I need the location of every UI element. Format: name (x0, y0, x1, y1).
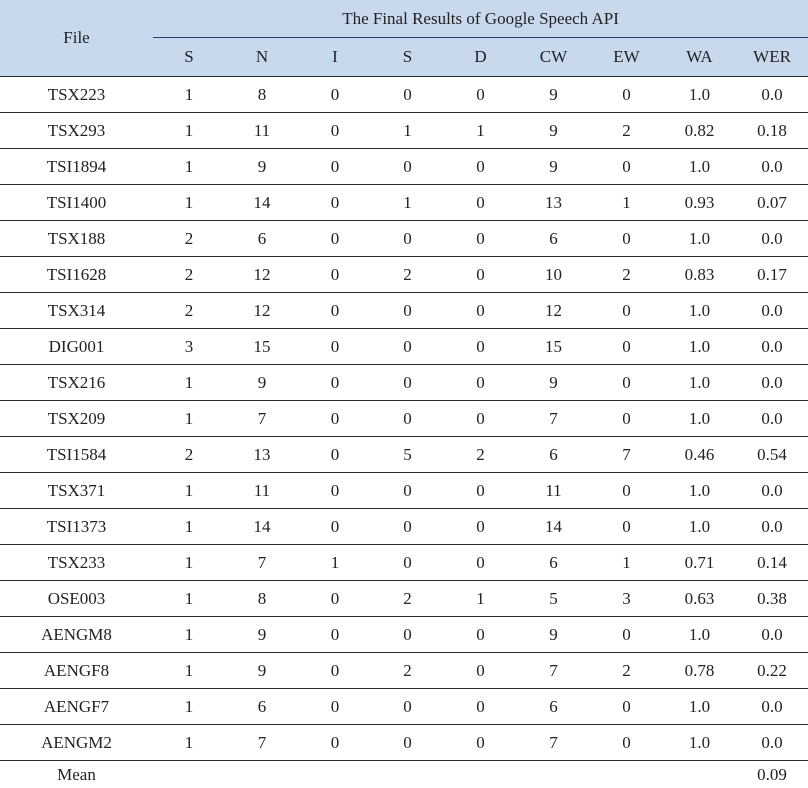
cell-wer: 0.0 (736, 329, 808, 365)
table-row (0, 329, 808, 365)
cell-file: AENGM2 (0, 725, 153, 761)
cell-ew: 7 (590, 437, 663, 473)
cell-i: 0 (299, 437, 371, 473)
column-header-wer: WER (736, 38, 808, 77)
mean-wer-value: 0.09 (736, 761, 808, 788)
empty-cell (663, 761, 736, 788)
table-row (0, 437, 808, 473)
empty-cell (225, 761, 299, 788)
cell-cw: 9 (517, 617, 590, 653)
cell-cw: 7 (517, 653, 590, 689)
cell-cw: 9 (517, 113, 590, 149)
cell-s2: 0 (371, 401, 444, 437)
cell-s2: 0 (371, 725, 444, 761)
cell-s: 2 (153, 293, 225, 329)
cell-wa: 1.0 (663, 221, 736, 257)
cell-ew: 0 (590, 509, 663, 545)
cell-ew: 0 (590, 473, 663, 509)
table-row (0, 653, 808, 689)
cell-d: 0 (444, 725, 517, 761)
cell-n: 7 (225, 401, 299, 437)
cell-cw: 6 (517, 689, 590, 725)
empty-cell (299, 761, 371, 788)
cell-i: 0 (299, 509, 371, 545)
cell-s: 1 (153, 365, 225, 401)
cell-file: AENGF8 (0, 653, 153, 689)
cell-cw: 7 (517, 725, 590, 761)
table-footer (0, 761, 808, 788)
cell-d: 0 (444, 221, 517, 257)
cell-file: TSX188 (0, 221, 153, 257)
cell-wer: 0.0 (736, 221, 808, 257)
cell-ew: 2 (590, 653, 663, 689)
column-header-ew: EW (590, 38, 663, 77)
cell-n: 6 (225, 221, 299, 257)
cell-cw: 9 (517, 365, 590, 401)
cell-wa: 1.0 (663, 473, 736, 509)
cell-d: 0 (444, 185, 517, 221)
cell-wer: 0.0 (736, 365, 808, 401)
cell-s2: 0 (371, 221, 444, 257)
cell-wa: 1.0 (663, 149, 736, 185)
column-header-s2: S (371, 38, 444, 77)
cell-s2: 2 (371, 257, 444, 293)
empty-cell (444, 761, 517, 788)
cell-wa: 1.0 (663, 725, 736, 761)
cell-s: 1 (153, 113, 225, 149)
cell-n: 8 (225, 77, 299, 113)
cell-wer: 0.54 (736, 437, 808, 473)
cell-cw: 6 (517, 437, 590, 473)
cell-s2: 0 (371, 329, 444, 365)
cell-n: 7 (225, 545, 299, 581)
cell-i: 0 (299, 77, 371, 113)
cell-n: 11 (225, 473, 299, 509)
cell-wa: 0.63 (663, 581, 736, 617)
cell-i: 0 (299, 257, 371, 293)
cell-ew: 1 (590, 545, 663, 581)
group-header: The Final Results of Google Speech API (153, 0, 808, 38)
cell-file: OSE003 (0, 581, 153, 617)
cell-cw: 13 (517, 185, 590, 221)
cell-wa: 1.0 (663, 293, 736, 329)
cell-i: 0 (299, 221, 371, 257)
cell-wer: 0.17 (736, 257, 808, 293)
cell-file: AENGF7 (0, 689, 153, 725)
cell-d: 0 (444, 509, 517, 545)
cell-ew: 0 (590, 365, 663, 401)
cell-i: 0 (299, 581, 371, 617)
cell-wa: 0.78 (663, 653, 736, 689)
cell-n: 9 (225, 365, 299, 401)
cell-cw: 7 (517, 401, 590, 437)
cell-d: 0 (444, 545, 517, 581)
cell-s2: 0 (371, 509, 444, 545)
column-header-i: I (299, 38, 371, 77)
cell-s: 1 (153, 509, 225, 545)
cell-ew: 0 (590, 149, 663, 185)
cell-i: 1 (299, 545, 371, 581)
cell-s: 2 (153, 437, 225, 473)
cell-n: 12 (225, 257, 299, 293)
cell-d: 0 (444, 365, 517, 401)
cell-n: 9 (225, 149, 299, 185)
cell-wer: 0.0 (736, 725, 808, 761)
cell-file: TSI1894 (0, 149, 153, 185)
cell-n: 13 (225, 437, 299, 473)
empty-cell (153, 761, 225, 788)
cell-wer: 0.07 (736, 185, 808, 221)
cell-d: 1 (444, 581, 517, 617)
table-row (0, 545, 808, 581)
column-header-cw: CW (517, 38, 590, 77)
cell-n: 9 (225, 617, 299, 653)
cell-d: 0 (444, 689, 517, 725)
cell-wa: 1.0 (663, 77, 736, 113)
cell-s: 1 (153, 617, 225, 653)
cell-cw: 10 (517, 257, 590, 293)
empty-cell (517, 761, 590, 788)
cell-s2: 0 (371, 689, 444, 725)
cell-wa: 1.0 (663, 509, 736, 545)
cell-file: TSX223 (0, 77, 153, 113)
cell-file: TSX209 (0, 401, 153, 437)
cell-wer: 0.0 (736, 689, 808, 725)
cell-wer: 0.0 (736, 401, 808, 437)
mean-label: Mean (0, 761, 153, 788)
cell-s2: 0 (371, 545, 444, 581)
cell-d: 0 (444, 617, 517, 653)
cell-s2: 2 (371, 653, 444, 689)
cell-cw: 15 (517, 329, 590, 365)
cell-s: 1 (153, 185, 225, 221)
cell-wer: 0.22 (736, 653, 808, 689)
cell-i: 0 (299, 725, 371, 761)
cell-i: 0 (299, 149, 371, 185)
cell-cw: 11 (517, 473, 590, 509)
cell-wer: 0.0 (736, 149, 808, 185)
cell-cw: 12 (517, 293, 590, 329)
cell-s2: 0 (371, 617, 444, 653)
cell-file: TSI1400 (0, 185, 153, 221)
table-row (0, 293, 808, 329)
cell-i: 0 (299, 653, 371, 689)
table-row (0, 185, 808, 221)
cell-i: 0 (299, 365, 371, 401)
cell-i: 0 (299, 113, 371, 149)
cell-file: TSX314 (0, 293, 153, 329)
cell-ew: 0 (590, 77, 663, 113)
cell-s: 1 (153, 473, 225, 509)
cell-file: AENGM8 (0, 617, 153, 653)
cell-wer: 0.0 (736, 617, 808, 653)
cell-wa: 1.0 (663, 617, 736, 653)
cell-s: 1 (153, 149, 225, 185)
cell-s2: 0 (371, 77, 444, 113)
cell-n: 14 (225, 509, 299, 545)
cell-d: 0 (444, 329, 517, 365)
cell-wa: 0.83 (663, 257, 736, 293)
table-row (0, 221, 808, 257)
cell-n: 11 (225, 113, 299, 149)
cell-wer: 0.0 (736, 473, 808, 509)
column-header-wa: WA (663, 38, 736, 77)
cell-d: 0 (444, 293, 517, 329)
table-body (0, 77, 808, 761)
cell-i: 0 (299, 401, 371, 437)
cell-d: 0 (444, 401, 517, 437)
table-row (0, 77, 808, 113)
file-column-header: File (0, 0, 153, 77)
cell-ew: 0 (590, 617, 663, 653)
cell-ew: 1 (590, 185, 663, 221)
cell-d: 0 (444, 473, 517, 509)
cell-s2: 2 (371, 581, 444, 617)
cell-wer: 0.0 (736, 293, 808, 329)
cell-i: 0 (299, 329, 371, 365)
cell-s: 2 (153, 257, 225, 293)
cell-wa: 0.71 (663, 545, 736, 581)
table-row (0, 473, 808, 509)
cell-file: TSI1628 (0, 257, 153, 293)
cell-wer: 0.0 (736, 77, 808, 113)
column-header-d: D (444, 38, 517, 77)
cell-file: TSX233 (0, 545, 153, 581)
cell-wa: 0.93 (663, 185, 736, 221)
table-row (0, 149, 808, 185)
cell-file: TSI1584 (0, 437, 153, 473)
cell-file: DIG001 (0, 329, 153, 365)
cell-n: 9 (225, 653, 299, 689)
cell-i: 0 (299, 689, 371, 725)
cell-ew: 0 (590, 725, 663, 761)
cell-wer: 0.18 (736, 113, 808, 149)
cell-s2: 0 (371, 473, 444, 509)
cell-ew: 0 (590, 401, 663, 437)
cell-s: 1 (153, 401, 225, 437)
cell-n: 14 (225, 185, 299, 221)
cell-d: 2 (444, 437, 517, 473)
cell-s: 1 (153, 581, 225, 617)
cell-wa: 1.0 (663, 365, 736, 401)
table-row (0, 113, 808, 149)
cell-i: 0 (299, 473, 371, 509)
table-row (0, 257, 808, 293)
cell-file: TSI1373 (0, 509, 153, 545)
cell-wer: 0.14 (736, 545, 808, 581)
cell-n: 15 (225, 329, 299, 365)
table-row (0, 509, 808, 545)
cell-d: 0 (444, 77, 517, 113)
table-row (0, 689, 808, 725)
table-row (0, 725, 808, 761)
cell-n: 6 (225, 689, 299, 725)
cell-s2: 0 (371, 365, 444, 401)
cell-ew: 0 (590, 293, 663, 329)
cell-s2: 1 (371, 185, 444, 221)
table-header (0, 0, 808, 77)
cell-s: 3 (153, 329, 225, 365)
cell-s2: 5 (371, 437, 444, 473)
cell-ew: 2 (590, 257, 663, 293)
cell-file: TSX216 (0, 365, 153, 401)
cell-wa: 0.46 (663, 437, 736, 473)
cell-s: 1 (153, 545, 225, 581)
cell-cw: 9 (517, 149, 590, 185)
table-row (0, 365, 808, 401)
cell-s: 1 (153, 77, 225, 113)
cell-d: 1 (444, 113, 517, 149)
cell-ew: 0 (590, 689, 663, 725)
cell-s: 1 (153, 725, 225, 761)
cell-wa: 1.0 (663, 329, 736, 365)
cell-s: 1 (153, 653, 225, 689)
cell-s: 1 (153, 689, 225, 725)
cell-i: 0 (299, 293, 371, 329)
header-row-group (0, 0, 808, 38)
table-row (0, 581, 808, 617)
cell-s: 2 (153, 221, 225, 257)
cell-cw: 9 (517, 77, 590, 113)
cell-s2: 0 (371, 149, 444, 185)
cell-ew: 3 (590, 581, 663, 617)
cell-cw: 5 (517, 581, 590, 617)
empty-cell (371, 761, 444, 788)
column-header-n: N (225, 38, 299, 77)
cell-ew: 0 (590, 329, 663, 365)
cell-wa: 1.0 (663, 689, 736, 725)
cell-cw: 6 (517, 221, 590, 257)
cell-s2: 0 (371, 293, 444, 329)
mean-row (0, 761, 808, 788)
cell-ew: 2 (590, 113, 663, 149)
cell-cw: 6 (517, 545, 590, 581)
cell-d: 0 (444, 257, 517, 293)
cell-file: TSX371 (0, 473, 153, 509)
cell-n: 12 (225, 293, 299, 329)
cell-wer: 0.38 (736, 581, 808, 617)
cell-i: 0 (299, 617, 371, 653)
cell-ew: 0 (590, 221, 663, 257)
cell-wer: 0.0 (736, 509, 808, 545)
cell-cw: 14 (517, 509, 590, 545)
cell-d: 0 (444, 653, 517, 689)
column-header-s: S (153, 38, 225, 77)
cell-s2: 1 (371, 113, 444, 149)
cell-i: 0 (299, 185, 371, 221)
table-row (0, 617, 808, 653)
cell-n: 7 (225, 725, 299, 761)
cell-n: 8 (225, 581, 299, 617)
cell-wa: 0.82 (663, 113, 736, 149)
table-row (0, 401, 808, 437)
empty-cell (590, 761, 663, 788)
cell-wa: 1.0 (663, 401, 736, 437)
cell-file: TSX293 (0, 113, 153, 149)
cell-d: 0 (444, 149, 517, 185)
